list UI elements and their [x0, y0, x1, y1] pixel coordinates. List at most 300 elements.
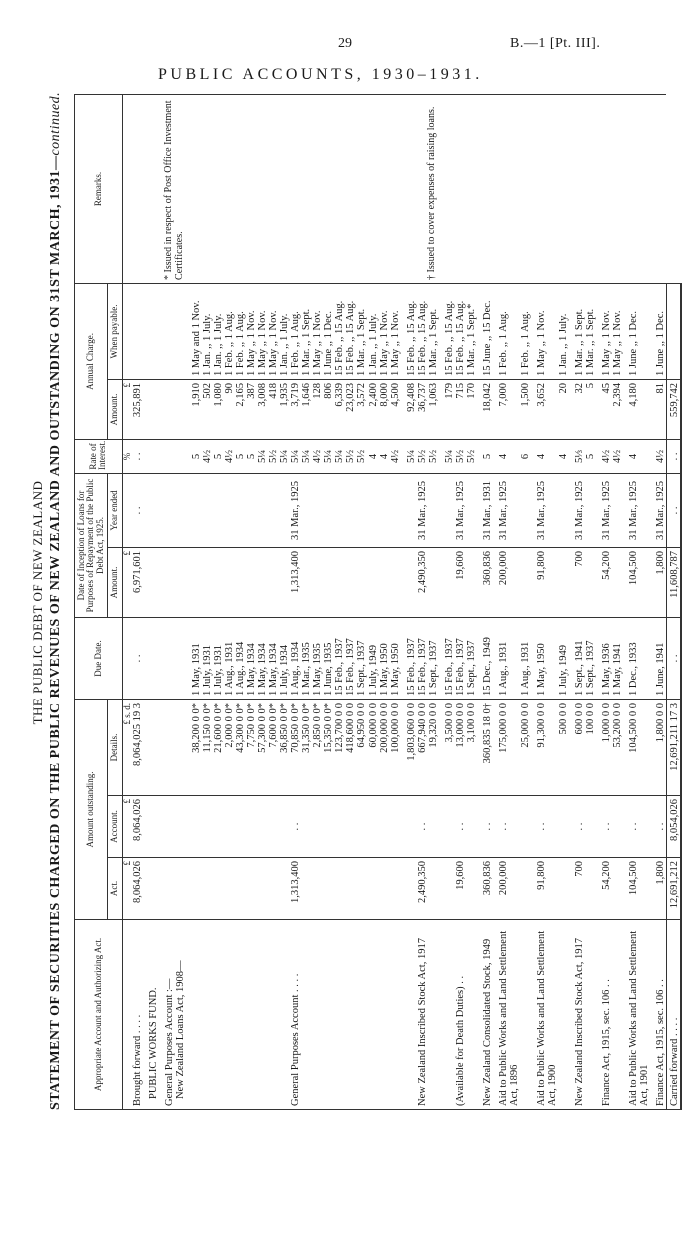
- account-amount: [585, 796, 596, 858]
- annual-amount: 179: [439, 379, 455, 439]
- when-payable: 1 May ,, 1 Nov.: [257, 283, 268, 379]
- inception-year: 31 Mar., 1931: [477, 473, 493, 547]
- interest-rate: 4½: [224, 439, 235, 473]
- annual-amount: 418: [268, 379, 279, 439]
- annual-amount: 92,408: [401, 379, 417, 439]
- blank-cell: [175, 473, 186, 547]
- act-amount: 104,500: [623, 858, 650, 920]
- inception-amount: 1,313,400: [290, 547, 301, 617]
- detail-amount: 123,700 0 0: [334, 699, 345, 795]
- act-amount: [401, 858, 417, 920]
- inception-year: [368, 473, 379, 547]
- header-account: Account.: [108, 796, 122, 858]
- inception-year: [202, 473, 213, 547]
- inception-amount: [439, 547, 455, 617]
- detail-amount: 53,200 0 0: [612, 699, 623, 795]
- due-date: 1 Aug., 1931: [224, 617, 235, 699]
- blank-cell: [143, 858, 159, 920]
- due-date: 1 Aug., 1934: [290, 617, 301, 699]
- act-amount: [186, 858, 202, 920]
- header-act: Act.: [108, 858, 122, 920]
- inception-year: [466, 473, 477, 547]
- interest-rate: 4: [379, 439, 390, 473]
- inception-year: [224, 473, 235, 547]
- account-amount: . .: [493, 796, 520, 858]
- blank-cell: [159, 379, 175, 439]
- header-inception-year: Year ended: [108, 473, 122, 547]
- account-label: New Zealand Inscribed Stock Act, 1917: [569, 920, 585, 1110]
- interest-rate: 5½: [417, 439, 428, 473]
- annual-amount: 2,165: [235, 379, 246, 439]
- account-label: [368, 920, 379, 1110]
- detail-amount: 100 0 0: [585, 699, 596, 795]
- when-payable: 1 June ,, 1 Dec.: [623, 283, 650, 379]
- due-date: 15 Feb., 1937: [345, 617, 356, 699]
- interest-rate: 5¼: [257, 439, 268, 473]
- due-date: 1 July, 1934: [279, 617, 290, 699]
- brought-forward-inception-amount: £ 6,971,601: [122, 547, 143, 617]
- detail-amount: 500 0 0: [558, 699, 569, 795]
- detail-amount: 1,000 0 0: [596, 699, 612, 795]
- carried-forward-annual-amount: 559,742: [666, 379, 681, 439]
- when-payable: 1 Mar. ,, 1 Sept.: [301, 283, 312, 379]
- inception-amount: [334, 547, 345, 617]
- carried-forward-inception-amount: 11,608,787: [666, 547, 681, 617]
- inception-year: [401, 473, 417, 547]
- act-amount: 200,000: [493, 858, 520, 920]
- account-amount: . .: [650, 796, 667, 858]
- securities-table: [74, 94, 682, 1110]
- account-label: [224, 920, 235, 1110]
- interest-rate: 5: [235, 439, 246, 473]
- interest-rate: 4: [368, 439, 379, 473]
- due-date: 15 Feb., 1937: [455, 617, 466, 699]
- annual-amount: 3,572: [356, 379, 367, 439]
- section-general-purposes: General Purposes Account :—: [159, 920, 175, 1110]
- annual-amount: 8,000: [379, 379, 390, 439]
- annual-amount: 1,080: [213, 379, 224, 439]
- inception-amount: [279, 547, 290, 617]
- interest-rate: 4½: [596, 439, 612, 473]
- annual-amount: 4,180: [623, 379, 650, 439]
- when-payable: 1 May ,, 1 Nov.: [379, 283, 390, 379]
- blank-cell: [175, 439, 186, 473]
- brought-forward-annual-amount: £ 325,891: [122, 379, 143, 439]
- blank-cell: [143, 283, 159, 379]
- annual-amount: 1,935: [279, 379, 290, 439]
- due-date: 1 May, 1934: [257, 617, 268, 699]
- inception-year: 31 Mar., 1925: [417, 473, 428, 547]
- inception-year: [390, 473, 401, 547]
- when-payable: 1 Feb. ,, 1 Aug.: [493, 283, 520, 379]
- when-payable: 15 Feb. ,, 15 Aug.: [417, 283, 428, 379]
- interest-rate: 4½: [390, 439, 401, 473]
- due-date: 1 Sept., 1937: [585, 617, 596, 699]
- when-payable: 15 June ,, 15 Dec.: [477, 283, 493, 379]
- inception-year: 31 Mar., 1925: [569, 473, 585, 547]
- when-payable: 1 May ,, 1 Nov.: [531, 283, 558, 379]
- detail-amount: 418,600 0 0: [345, 699, 356, 795]
- inception-amount: [323, 547, 334, 617]
- detail-amount: 13,000 0 0: [455, 699, 466, 795]
- account-amount: . .: [531, 796, 558, 858]
- inception-year: [379, 473, 390, 547]
- inception-year: [312, 473, 323, 547]
- annual-amount: 502: [202, 379, 213, 439]
- due-date: 1 May, 1935: [312, 617, 323, 699]
- when-payable: 1 Mar. ,, 1 Sept.: [569, 283, 585, 379]
- inception-amount: 91,800: [531, 547, 558, 617]
- inception-amount: 104,500: [623, 547, 650, 617]
- carried-forward-when: [666, 283, 681, 379]
- interest-rate: 5: [477, 439, 493, 473]
- due-date: 1 July, 1931: [202, 617, 213, 699]
- interest-rate: 6: [520, 439, 531, 473]
- detail-amount: 100,000 0 0: [390, 699, 401, 795]
- due-date: 1 May, 1950: [390, 617, 401, 699]
- brought-forward-when: [122, 283, 143, 379]
- when-payable: 15 Feb. ,, 15 Aug.: [401, 283, 417, 379]
- account-label: [520, 920, 531, 1110]
- act-amount: [612, 858, 623, 920]
- account-amount: [379, 796, 390, 858]
- interest-rate: 5¼: [323, 439, 334, 473]
- detail-amount: 43,300 0 0*: [235, 699, 246, 795]
- due-date: 1 May, 1934: [246, 617, 257, 699]
- annual-amount: 90: [224, 379, 235, 439]
- when-payable: 15 Feb. ,, 15 Aug.: [334, 283, 345, 379]
- inception-year: [585, 473, 596, 547]
- annual-amount: 4,500: [390, 379, 401, 439]
- account-label: [379, 920, 390, 1110]
- interest-rate: 4½: [312, 439, 323, 473]
- detail-amount: 3,100 0 0: [466, 699, 477, 795]
- due-date: 1 June, 1935: [323, 617, 334, 699]
- brought-forward-account: £ 8,064,026: [122, 796, 143, 858]
- inception-year: [213, 473, 224, 547]
- carried-forward-due: . .: [666, 617, 681, 699]
- account-amount: [202, 796, 213, 858]
- blank-cell: [159, 617, 175, 699]
- detail-amount: 200,000 0 0: [379, 699, 390, 795]
- inception-amount: [558, 547, 569, 617]
- due-date: 15 Feb., 1937: [439, 617, 455, 699]
- due-date: 1 May, 1931: [186, 617, 202, 699]
- detail-amount: 70,850 0 0*: [290, 699, 301, 795]
- account-amount: [520, 796, 531, 858]
- annual-amount: 32: [569, 379, 585, 439]
- inception-year: [428, 473, 439, 547]
- brought-forward-label: Brought forward . . . .: [122, 920, 143, 1110]
- brought-forward-details: £ s. d. 8,064,025 19 3: [122, 699, 143, 795]
- remarks-cell: [122, 94, 666, 283]
- detail-amount: 3,500 0 0: [439, 699, 455, 795]
- blank-cell: [159, 858, 175, 920]
- account-label: [186, 920, 202, 1110]
- act-amount: [246, 858, 257, 920]
- inception-year: [186, 473, 202, 547]
- inception-amount: 1,800: [650, 547, 667, 617]
- account-label: [585, 920, 596, 1110]
- annual-amount: 5: [585, 379, 596, 439]
- account-amount: [323, 796, 334, 858]
- detail-amount: 15,350 0 0*: [323, 699, 334, 795]
- when-payable: 15 Feb. ,, 15 Aug.: [345, 283, 356, 379]
- detail-amount: 1,803,060 0 0: [401, 699, 417, 795]
- interest-rate: 4: [558, 439, 569, 473]
- inception-amount: 360,836: [477, 547, 493, 617]
- act-amount: [345, 858, 356, 920]
- act-amount: [334, 858, 345, 920]
- account-label: Finance Act, 1915, sec. 106 . .: [596, 920, 612, 1110]
- annual-amount: 1,646: [301, 379, 312, 439]
- account-amount: [612, 796, 623, 858]
- act-amount: 19,600: [455, 858, 466, 920]
- detail-amount: 64,950 0 0: [356, 699, 367, 795]
- account-label: [612, 920, 623, 1110]
- due-date: 1 July, 1931: [213, 617, 224, 699]
- blank-cell: [175, 379, 186, 439]
- blank-cell: [143, 617, 159, 699]
- interest-rate: 4½: [650, 439, 667, 473]
- due-date: 1 Sept., 1941: [569, 617, 585, 699]
- account-label: [401, 920, 417, 1110]
- interest-rate: 4: [531, 439, 558, 473]
- interest-rate: 5: [246, 439, 257, 473]
- interest-rate: 5⅓: [569, 439, 585, 473]
- account-amount: . .: [417, 796, 428, 858]
- carried-forward-rate: . .: [666, 439, 681, 473]
- act-amount: [202, 858, 213, 920]
- account-amount: [257, 796, 268, 858]
- blank-cell: [175, 617, 186, 699]
- header-inception-amount: Amount.: [108, 547, 122, 617]
- act-amount: [312, 858, 323, 920]
- due-date: 15 Dec., 1949: [477, 617, 493, 699]
- account-label: [428, 920, 439, 1110]
- caption-statement-text: STATEMENT OF SECURITIES CHARGED ON THE PUBLIC REVENUES OF NEW ZEALAND AND OUTSTANDING ON 31ST MARCH, 1931—: [48, 155, 63, 1110]
- account-label: [268, 920, 279, 1110]
- annual-amount: 36,737: [417, 379, 428, 439]
- account-amount: . .: [623, 796, 650, 858]
- account-amount: [301, 796, 312, 858]
- act-amount: [558, 858, 569, 920]
- blank-cell: [159, 796, 175, 858]
- interest-rate: 5: [585, 439, 596, 473]
- inception-year: [246, 473, 257, 547]
- inception-year: 31 Mar., 1925: [623, 473, 650, 547]
- header-rate: Rate of Interest.: [75, 439, 123, 473]
- when-payable: 1 May and 1 Nov.: [186, 283, 202, 379]
- inception-amount: [186, 547, 202, 617]
- rotated-statement: [30, 91, 680, 1110]
- inception-amount: 200,000: [493, 547, 520, 617]
- account-label: [356, 920, 367, 1110]
- header-annual-amount: Amount.: [108, 379, 122, 439]
- annual-amount: 6,339: [334, 379, 345, 439]
- annual-amount: 1,500: [520, 379, 531, 439]
- account-label: Finance Act, 1915, sec. 106 . .: [650, 920, 667, 1110]
- due-date: 1 May, 1934: [268, 617, 279, 699]
- detail-amount: 667,940 0 0: [417, 699, 428, 795]
- document-reference: B.—1 [Pt. III].: [510, 36, 601, 51]
- detail-amount: 11,150 0 0*: [202, 699, 213, 795]
- inception-year: [334, 473, 345, 547]
- carried-forward-label: Carried forward . . . .: [666, 920, 681, 1110]
- account-amount: [268, 796, 279, 858]
- blank-cell: [143, 473, 159, 547]
- blank-cell: [175, 283, 186, 379]
- inception-year: [558, 473, 569, 547]
- interest-rate: 5¼: [439, 439, 455, 473]
- inception-amount: [612, 547, 623, 617]
- account-label: [257, 920, 268, 1110]
- interest-rate: 5: [213, 439, 224, 473]
- annual-amount: 1,063: [428, 379, 439, 439]
- inception-amount: [368, 547, 379, 617]
- account-amount: . .: [569, 796, 585, 858]
- annual-amount: 3,652: [531, 379, 558, 439]
- account-label: [301, 920, 312, 1110]
- account-label: [345, 920, 356, 1110]
- account-label: [439, 920, 455, 1110]
- act-amount: 700: [569, 858, 585, 920]
- interest-rate: 5¼: [279, 439, 290, 473]
- account-label: General Purposes Account . . . .: [290, 920, 301, 1110]
- inception-year: [520, 473, 531, 547]
- interest-rate: 5¼: [334, 439, 345, 473]
- due-date: 15 Feb., 1937: [334, 617, 345, 699]
- header-amount-outstanding: Amount outstanding.: [75, 699, 108, 919]
- account-label: [279, 920, 290, 1110]
- annual-amount: 128: [312, 379, 323, 439]
- due-date: 15 Feb., 1937: [401, 617, 417, 699]
- when-payable: 1 May ,, 1 Nov.: [268, 283, 279, 379]
- inception-amount: [356, 547, 367, 617]
- account-label: [323, 920, 334, 1110]
- inception-amount: [301, 547, 312, 617]
- when-payable: 1 Jan. ,, 1 July.: [279, 283, 290, 379]
- due-date: 1 Sept., 1937: [356, 617, 367, 699]
- blank-cell: [143, 699, 159, 795]
- section-fund-heading: PUBLIC WORKS FUND.: [143, 920, 159, 1110]
- act-amount: [379, 858, 390, 920]
- act-amount: [224, 858, 235, 920]
- when-payable: 1 Mar. ,, 1 Sept.: [585, 283, 596, 379]
- blank-cell: [159, 547, 175, 617]
- inception-year: 31 Mar., 1925: [596, 473, 612, 547]
- account-amount: [246, 796, 257, 858]
- account-label: [235, 920, 246, 1110]
- detail-amount: 21,600 0 0*: [213, 699, 224, 795]
- inception-amount: [257, 547, 268, 617]
- detail-amount: 2,850 0 0*: [312, 699, 323, 795]
- inception-amount: [213, 547, 224, 617]
- detail-amount: 7,600 0 0*: [268, 699, 279, 795]
- blank-cell: [159, 699, 175, 795]
- account-amount: [558, 796, 569, 858]
- detail-amount: 36,850 0 0*: [279, 699, 290, 795]
- caption-continued: continued.: [48, 91, 63, 156]
- account-amount: [390, 796, 401, 858]
- inception-year: 31 Mar., 1925: [290, 473, 301, 547]
- inception-year: [279, 473, 290, 547]
- act-amount: [585, 858, 596, 920]
- interest-rate: 4: [623, 439, 650, 473]
- act-amount: [390, 858, 401, 920]
- blank-cell: [159, 473, 175, 547]
- when-payable: 1 Feb. ,, 1 Aug.: [290, 283, 301, 379]
- header-remarks: Remarks.: [75, 94, 123, 283]
- inception-amount: 2,490,350: [417, 547, 428, 617]
- inception-year: [323, 473, 334, 547]
- account-amount: [279, 796, 290, 858]
- interest-rate: 4½: [612, 439, 623, 473]
- due-date: 1 May, 1950: [379, 617, 390, 699]
- act-amount: [323, 858, 334, 920]
- inception-amount: 700: [569, 547, 585, 617]
- annual-amount: 170: [466, 379, 477, 439]
- inception-year: 31 Mar., 1925: [531, 473, 558, 547]
- detail-amount: 2,000 0 0*: [224, 699, 235, 795]
- inception-amount: 19,600: [455, 547, 466, 617]
- annual-amount: 18,042: [477, 379, 493, 439]
- carried-forward-details: 12,691,211 17 3: [666, 699, 681, 795]
- header-annual-charge: Annual Charge.: [75, 283, 108, 439]
- account-amount: [345, 796, 356, 858]
- account-amount: [213, 796, 224, 858]
- detail-amount: 7,750 0 0*: [246, 699, 257, 795]
- blank-cell: [143, 547, 159, 617]
- interest-rate: 5½: [428, 439, 439, 473]
- account-amount: . .: [455, 796, 466, 858]
- when-payable: 1 Feb. ,, 1 Aug.: [235, 283, 246, 379]
- when-payable: 1 Jan. ,, 1 July.: [202, 283, 213, 379]
- account-amount: . .: [477, 796, 493, 858]
- account-amount: [235, 796, 246, 858]
- due-date: 1 July, 1949: [368, 617, 379, 699]
- detail-amount: 60,000 0 0: [368, 699, 379, 795]
- interest-rate: 4: [493, 439, 520, 473]
- when-payable: 1 May ,, 1 Nov.: [312, 283, 323, 379]
- due-date: 1 Sept., 1937: [428, 617, 439, 699]
- account-label: [334, 920, 345, 1110]
- due-date: 1 May, 1941: [612, 617, 623, 699]
- annual-amount: 81: [650, 379, 667, 439]
- carried-forward-act: 12,691,212: [666, 858, 681, 920]
- inception-amount: [312, 547, 323, 617]
- blank-cell: [175, 796, 186, 858]
- inception-year: [257, 473, 268, 547]
- inception-year: 31 Mar., 1925: [493, 473, 520, 547]
- annual-amount: 715: [455, 379, 466, 439]
- act-amount: 1,800: [650, 858, 667, 920]
- account-label: [312, 920, 323, 1110]
- when-payable: 15 Feb. ,, 15 Aug.: [455, 283, 466, 379]
- account-label: (Available for Death Duties) . .: [455, 920, 466, 1110]
- account-label: Aid to Public Works and Land Settlement Act, 1900: [531, 920, 558, 1110]
- account-amount: [428, 796, 439, 858]
- act-amount: [268, 858, 279, 920]
- account-amount: [186, 796, 202, 858]
- account-amount: . .: [290, 796, 301, 858]
- annual-amount: 3,008: [257, 379, 268, 439]
- account-label: [558, 920, 569, 1110]
- header-details: Details.: [108, 699, 122, 795]
- when-payable: 1 May ,, 1 Nov.: [596, 283, 612, 379]
- annual-amount: 387: [246, 379, 257, 439]
- act-amount: [428, 858, 439, 920]
